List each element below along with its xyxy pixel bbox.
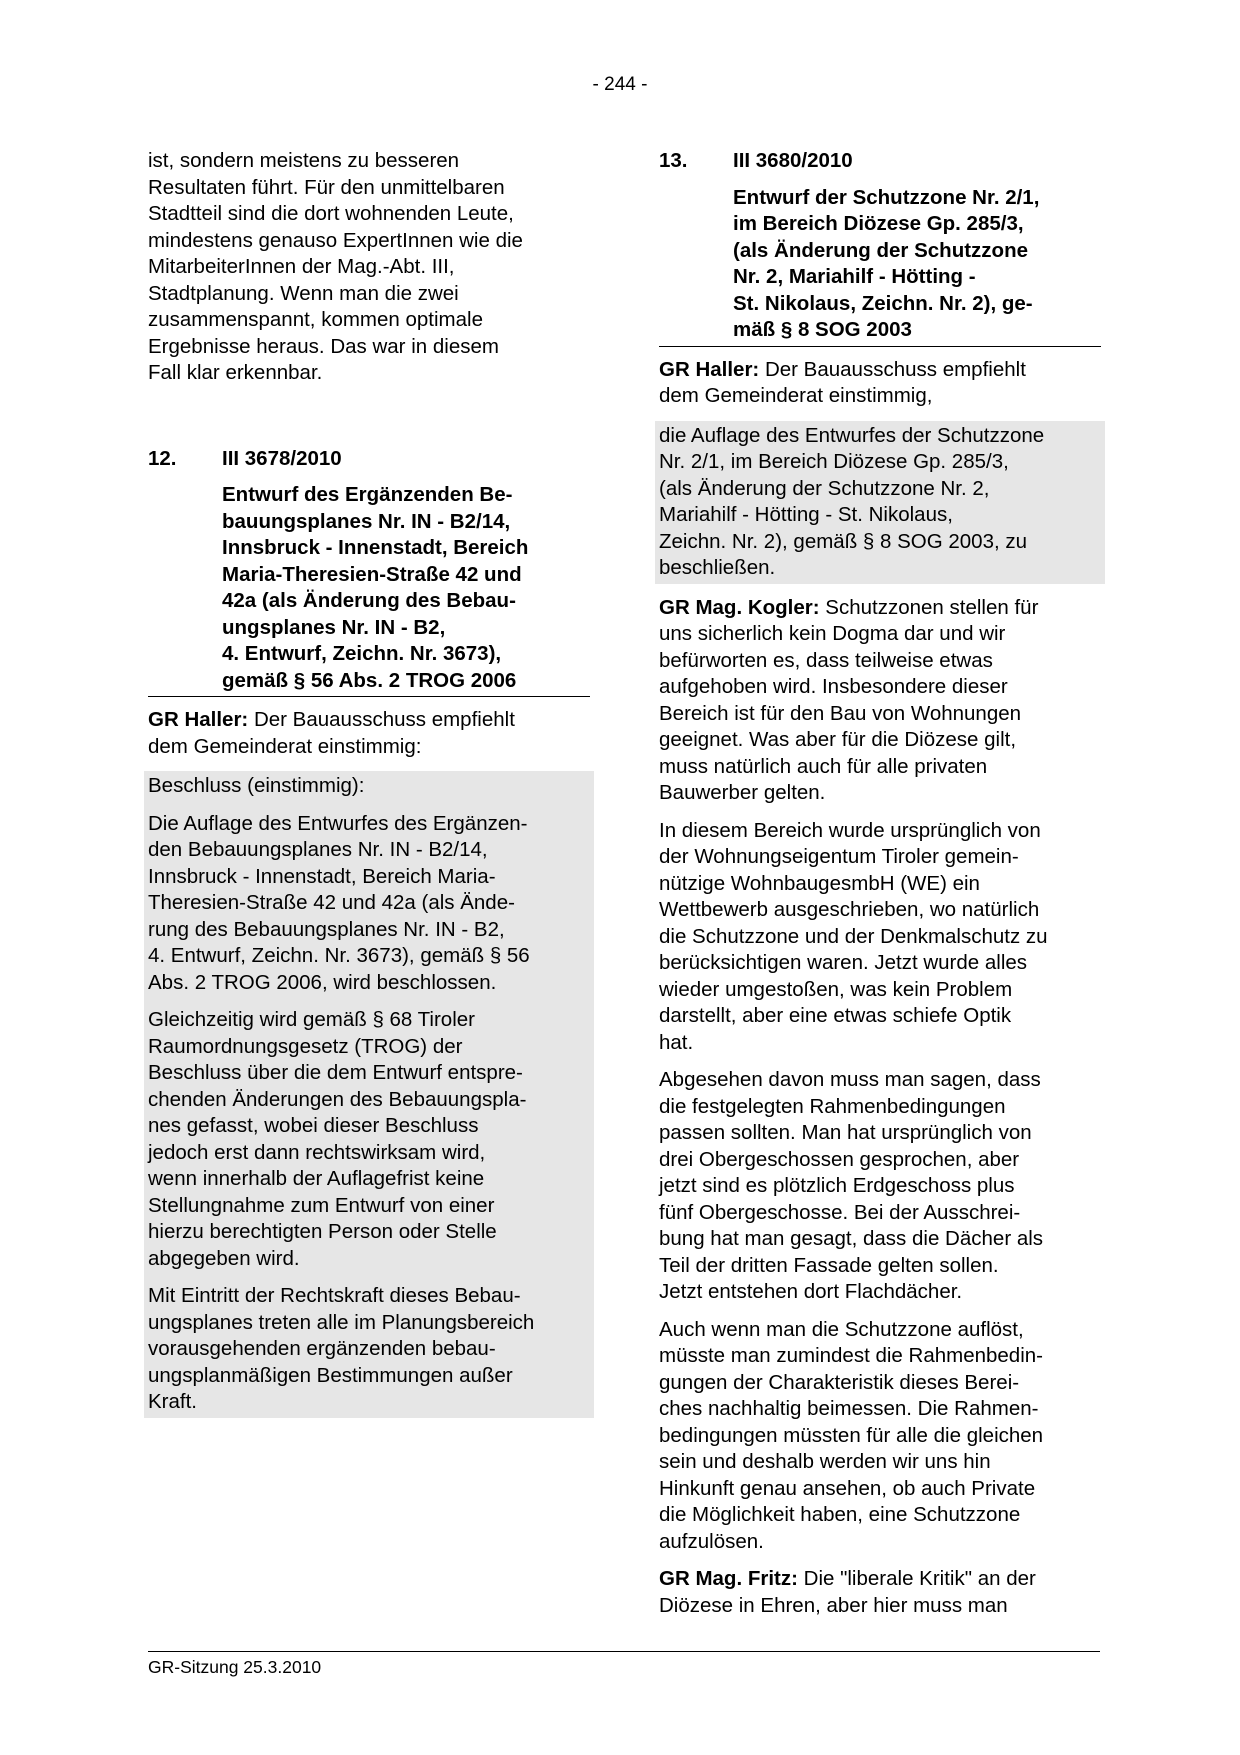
text-line: geeignet. Was aber für die Diözese gilt, xyxy=(659,728,1017,751)
text-line: Stadtteil sind die dort wohnenden Leute, xyxy=(148,202,514,225)
text-line: Beschluss über die dem Entwurf entspre- xyxy=(148,1061,523,1084)
title-line: Innsbruck - Innenstadt, Bereich xyxy=(222,536,529,559)
kogler-paragraph xyxy=(659,818,1101,1057)
text-line: nes gefasst, wobei dieser Beschluss xyxy=(148,1114,479,1137)
item-reference: III 3680/2010 xyxy=(733,149,853,172)
footer-text: GR-Sitzung 25.3.2010 xyxy=(148,1657,322,1677)
speaker-name: GR Mag. Fritz: xyxy=(659,1567,798,1590)
text-line: jedoch erst dann rechtswirksam wird, xyxy=(148,1140,486,1164)
text-line: Teil der dritten Fassade gelten sollen. xyxy=(659,1253,999,1277)
fritz-paragraph xyxy=(659,1566,1101,1619)
item-number: 13. xyxy=(659,149,688,172)
text-line: In diesem Bereich wurde ursprünglich von xyxy=(659,818,1041,842)
speaker-paragraph xyxy=(148,707,590,760)
title-line: mäß § 8 SOG 2003 xyxy=(733,318,912,341)
title-line: 42a (als Änderung des Bebau- xyxy=(222,589,516,612)
title-line: (als Änderung der Schutzzone xyxy=(733,238,1028,262)
resolution-block xyxy=(655,421,1105,584)
text-line: nützige WohnbaugesmbH (WE) ein xyxy=(659,871,980,895)
text-line: Bauwerber gelten. xyxy=(659,781,826,804)
text-line: den Bebauungsplanes Nr. IN - B2/14, xyxy=(148,838,488,861)
text-line: befürworten es, dass teilweise etwas xyxy=(659,648,993,672)
title-line: bauungsplanes Nr. IN - B2/14, xyxy=(222,509,511,533)
text-line: darstellt, aber eine etwas schiefe Optik xyxy=(659,1004,1012,1027)
text-line: Stellungnahme zum Entwurf von einer xyxy=(148,1193,495,1217)
text-line: ches nachhaltig beimessen. Die Rahmen- xyxy=(659,1397,1039,1420)
text-line: Innsbruck - Innenstadt, Bereich Maria- xyxy=(148,864,496,888)
speaker-name: GR Haller: xyxy=(148,708,249,731)
text-line: Kraft. xyxy=(148,1390,197,1413)
text-line: aufzulösen. xyxy=(659,1529,764,1553)
text-line: Abgesehen davon muss man sagen, dass xyxy=(659,1068,1041,1091)
text-line: Auch wenn man die Schutzzone auflöst, xyxy=(659,1317,1024,1341)
text-line: Resultaten führt. Für den unmittelbaren xyxy=(148,175,505,199)
text-line: Fall klar erkennbar. xyxy=(148,361,323,384)
text-line: Mit Eintritt der Rechtskraft dieses Bebau- xyxy=(148,1284,521,1307)
text-line: (als Änderung der Schutzzone Nr. 2, xyxy=(659,476,990,500)
item-number: 12. xyxy=(148,446,177,470)
text-line: ungsplanes treten alle im Planungsbereich xyxy=(148,1310,535,1334)
text-line: Bereich ist für den Bau von Wohnungen xyxy=(659,701,1022,725)
title-line: Nr. 2, Mariahilf - Hötting - xyxy=(733,265,976,288)
text-line: müsste man zumindest die Rahmenbedin- xyxy=(659,1344,1043,1367)
title-line: Entwurf des Ergänzenden Be- xyxy=(222,483,513,506)
text-line: zusammenspannt, kommen optimale xyxy=(148,308,483,331)
text-line: aufgehoben wird. Insbesondere dieser xyxy=(659,675,1008,698)
text-line: ist, sondern meistens zu besseren xyxy=(148,149,460,172)
title-line: Maria-Theresien-Straße 42 und xyxy=(222,562,522,586)
text-line: MitarbeiterInnen der Mag.-Abt. III, xyxy=(148,255,455,278)
text-line: ungsplanmäßigen Bestimmungen außer xyxy=(148,1363,513,1387)
text-line: bedingungen müssten für alle die gleichen xyxy=(659,1423,1044,1447)
text-line: Mariahilf - Hötting - St. Nikolaus, xyxy=(659,503,953,526)
text-line: wenn innerhalb der Auflagefrist keine xyxy=(148,1167,485,1190)
title-line: St. Nikolaus, Zeichn. Nr. 2), ge- xyxy=(733,291,1033,315)
page-number: - 244 - xyxy=(592,74,648,95)
text-line: Der Bauausschuss empfiehlt xyxy=(764,357,1026,381)
text-line: uns sicherlich kein Dogma dar und wir xyxy=(659,622,1006,645)
text-line: mindestens genauso ExpertInnen wie die xyxy=(148,228,523,252)
text-line: Ergebnisse heraus. Das war in diesem xyxy=(148,334,499,358)
text-line: dem Gemeinderat einstimmig: xyxy=(148,734,422,758)
resolution-block xyxy=(144,771,594,1418)
text-line: muss natürlich auch für alle privaten xyxy=(659,754,988,778)
text-line: Wettbewerb ausgeschrieben, wo natürlich xyxy=(659,898,1040,921)
text-line: Schutzzonen stellen für xyxy=(825,595,1039,619)
text-line: beschließen. xyxy=(659,556,776,579)
resolution-paragraph xyxy=(148,1283,590,1416)
item-reference: III 3678/2010 xyxy=(222,446,342,470)
title-line: 4. Entwurf, Zeichn. Nr. 3673), xyxy=(222,642,502,665)
title-line: ungsplanes Nr. IN - B2, xyxy=(222,615,446,639)
resolution-header: Beschluss (einstimmig): xyxy=(148,774,365,797)
item-13-title xyxy=(659,185,1101,347)
speaker-paragraph xyxy=(659,357,1101,410)
text-line: Theresien-Straße 42 und 42a (als Ände- xyxy=(148,891,515,914)
text-line: bung hat man gesagt, dass die Dächer als xyxy=(659,1227,1044,1250)
text-line: Stadtplanung. Wenn man die zwei xyxy=(148,281,459,305)
speaker-name: GR Mag. Kogler: xyxy=(659,595,820,619)
item-12-heading xyxy=(148,446,590,473)
left-column xyxy=(148,148,590,1418)
text-line: vorausgehenden ergänzenden bebau- xyxy=(148,1337,496,1360)
text-line: wieder umgestoßen, was kein Problem xyxy=(659,977,1013,1001)
text-line: Nr. 2/1, im Bereich Diözese Gp. 285/3, xyxy=(659,450,1009,473)
text-line: Abs. 2 TROG 2006, wird beschlossen. xyxy=(148,970,497,994)
right-column xyxy=(659,148,1101,1630)
text-line: die Möglichkeit haben, eine Schutzzone xyxy=(659,1503,1021,1526)
title-line: Entwurf der Schutzzone Nr. 2/1, xyxy=(733,185,1040,209)
text-line: Raumordnungsgesetz (TROG) der xyxy=(148,1034,463,1058)
text-line: der Wohnungseigentum Tiroler gemein- xyxy=(659,845,1019,868)
text-line: Jetzt entstehen dort Flachdächer. xyxy=(659,1280,963,1303)
text-line: gungen der Charakteristik dieses Berei- xyxy=(659,1370,1020,1394)
text-line: 4. Entwurf, Zeichn. Nr. 3673), gemäß § 56 xyxy=(148,944,530,967)
kogler-paragraph xyxy=(659,1067,1101,1306)
title-line: im Bereich Diözese Gp. 285/3, xyxy=(733,212,1024,235)
text-line: hat. xyxy=(659,1030,694,1054)
text-line: dem Gemeinderat einstimmig, xyxy=(659,384,933,407)
text-line: die festgelegten Rahmenbedingungen xyxy=(659,1094,1006,1118)
text-line: Diözese in Ehren, aber hier muss man xyxy=(659,1593,1008,1617)
text-line: Der Bauausschuss empfiehlt xyxy=(253,708,515,731)
intro-paragraph xyxy=(148,148,590,387)
item-13-heading xyxy=(659,148,1101,175)
text-line: passen sollten. Man hat ursprünglich von xyxy=(659,1121,1032,1144)
text-line: sein und deshalb werden wir uns hin xyxy=(659,1450,991,1473)
text-line: Die "liberale Kritik" an der xyxy=(803,1567,1036,1590)
title-line: gemäß § 56 Abs. 2 TROG 2006 xyxy=(222,668,517,692)
text-line: jetzt sind es plötzlich Erdgeschoss plus xyxy=(659,1174,1015,1197)
item-12-title xyxy=(148,482,590,697)
text-line: berücksichtigen waren. Jetzt wurde alles xyxy=(659,951,1028,974)
speaker-name: GR Haller: xyxy=(659,357,760,381)
text-line: die Auflage des Entwurfes der Schutzzone xyxy=(659,423,1045,447)
text-line: abgegeben wird. xyxy=(148,1246,300,1270)
text-line: rung des Bebauungsplanes Nr. IN - B2, xyxy=(148,917,505,941)
text-line: Zeichn. Nr. 2), gemäß § 8 SOG 2003, zu xyxy=(659,529,1028,553)
text-line: Die Auflage des Entwurfes des Ergänzen- xyxy=(148,811,528,835)
resolution-paragraph xyxy=(148,811,590,997)
text-line: die Schutzzone und der Denkmalschutz zu xyxy=(659,924,1048,948)
kogler-paragraph xyxy=(659,1317,1101,1556)
text-line: chenden Änderungen des Bebauungspla- xyxy=(148,1087,527,1111)
text-line: drei Obergeschossen gesprochen, aber xyxy=(659,1147,1020,1171)
resolution-paragraph xyxy=(148,1007,590,1272)
text-line: Gleichzeitig wird gemäß § 68 Tiroler xyxy=(148,1008,475,1031)
text-line: hierzu berechtigten Person oder Stelle xyxy=(148,1220,497,1243)
text-line: Hinkunft genau ansehen, ob auch Private xyxy=(659,1476,1036,1500)
footer-divider xyxy=(148,1651,1100,1652)
kogler-paragraph xyxy=(659,595,1101,807)
text-line: fünf Obergeschosse. Bei der Ausschrei- xyxy=(659,1200,1021,1224)
